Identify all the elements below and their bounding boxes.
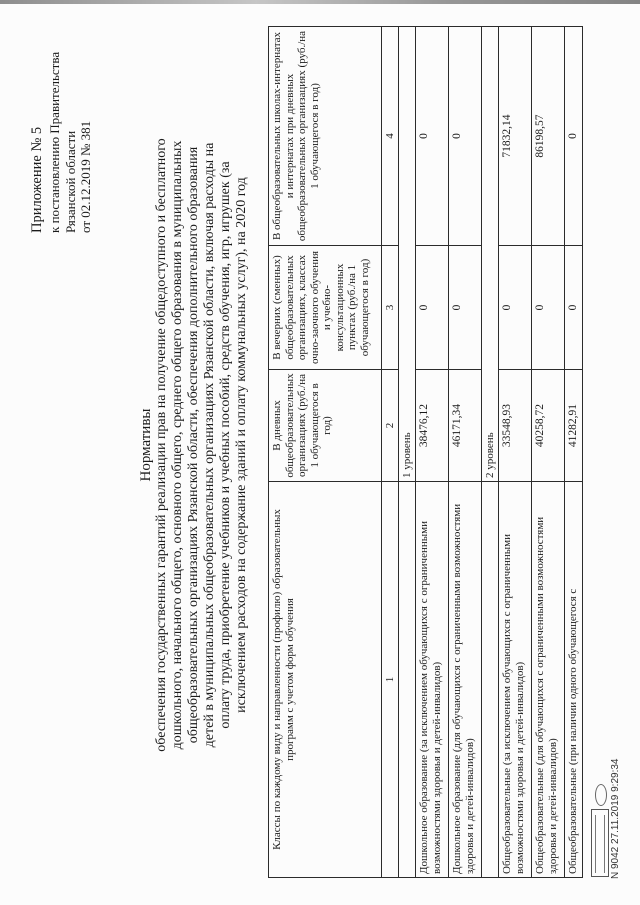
column-number-row <box>382 27 399 878</box>
header-boarding-schools: В общеобразовательных школах-интернатах и интернатах при дневных общеобразовательных организациях (руб./на 1 обучающегося в год) <box>269 27 382 246</box>
appendix-number: Приложение № 5 <box>29 126 45 233</box>
column-number: 3 <box>382 246 399 370</box>
row-value-boarding: 0 <box>416 27 449 246</box>
header-day-schools: В дневных общеобразовательных организациях (руб./на 1 обучающегося в год) <box>269 370 382 482</box>
table-row <box>416 27 449 878</box>
title-name: Нормативы <box>138 408 154 482</box>
row-name: Дошкольное образование (за исключением обучающихся с ограниченными возможностями здоровья и детей-инвалидов) <box>416 482 449 878</box>
appendix-date: от 02.12.2019 № 381 <box>78 120 93 233</box>
document-title <box>138 135 250 755</box>
row-value-day: 33548,93 <box>499 370 532 482</box>
title-text: обеспечения государственных гарантий реализации прав на получение общедоступного и бесплатного дошкольного, начального общего, основного общего, среднего общего образования в муниципальных общеобразовательных организациях Рязанской области, обеспечения дополнительного образования детей в муниципальных общеобразовательных организациях Рязанской области, включая расходы на оплату труда, приобретение учебников и учебных пособий, средств обучения, игр, игрушек (за исключением расходов на содержание зданий и оплату коммунальных услуг), на 2020 год <box>154 138 249 752</box>
appendix-block <box>28 28 94 233</box>
row-name: Дошкольное образование (для обучающихся с ограниченными возможностями здоровья и детей-инвалидов) <box>449 482 482 878</box>
row-value-evening: 0 <box>565 246 583 370</box>
header-evening-schools: В вечерних (сменных) общеобразовательных организациях, классах очно-заочного обучения и учебно-консультационных пунктах (руб./на 1 обучающегося в год) <box>269 246 382 370</box>
row-value-evening: 0 <box>449 246 482 370</box>
row-name: Общеобразовательные (за исключением обучающихся с ограниченными возможностями здоровья и детей-инвалидов) <box>499 482 532 878</box>
table-header-row <box>269 27 382 878</box>
row-value-day: 46171,34 <box>449 370 482 482</box>
row-name: Общеобразовательные (для обучающихся с ограниченными возможностями здоровья и детей-инвалидов) <box>532 482 565 878</box>
row-value-evening: 0 <box>532 246 565 370</box>
table-row <box>532 27 565 878</box>
level-row <box>399 27 416 878</box>
column-number: 2 <box>382 370 399 482</box>
row-value-evening: 0 <box>416 246 449 370</box>
row-name: Общеобразовательные (при наличии одного обучающегося с <box>565 482 583 878</box>
row-value-day: 38476,12 <box>416 370 449 482</box>
row-value-evening: 0 <box>499 246 532 370</box>
level-label: 2 уровень <box>482 27 499 482</box>
table-row <box>449 27 482 878</box>
row-value-day: 41282,91 <box>565 370 583 482</box>
registration-stamp-icon <box>591 809 609 877</box>
row-value-boarding: 71832,14 <box>499 27 532 246</box>
registration-stamp-text: N 9042 27.11.2019 9:29:34 <box>610 758 621 879</box>
table-row <box>499 27 532 878</box>
appendix-ref: к постановлению Правительства <box>47 51 62 233</box>
column-number: 1 <box>382 482 399 878</box>
level-row <box>482 27 499 878</box>
level-label: 1 уровень <box>399 27 416 482</box>
normatives-table <box>268 26 583 878</box>
header-classes: Классы по каждому виду и направленности (профилю) образовательных программ с учетом форм обучения <box>269 482 382 878</box>
row-value-boarding: 86198,57 <box>532 27 565 246</box>
appendix-region: Рязанской области <box>62 130 78 233</box>
row-value-boarding: 0 <box>449 27 482 246</box>
column-number: 4 <box>382 27 399 246</box>
row-value-day: 40258,72 <box>532 370 565 482</box>
table-row <box>565 27 583 878</box>
row-value-boarding: 0 <box>565 27 583 246</box>
